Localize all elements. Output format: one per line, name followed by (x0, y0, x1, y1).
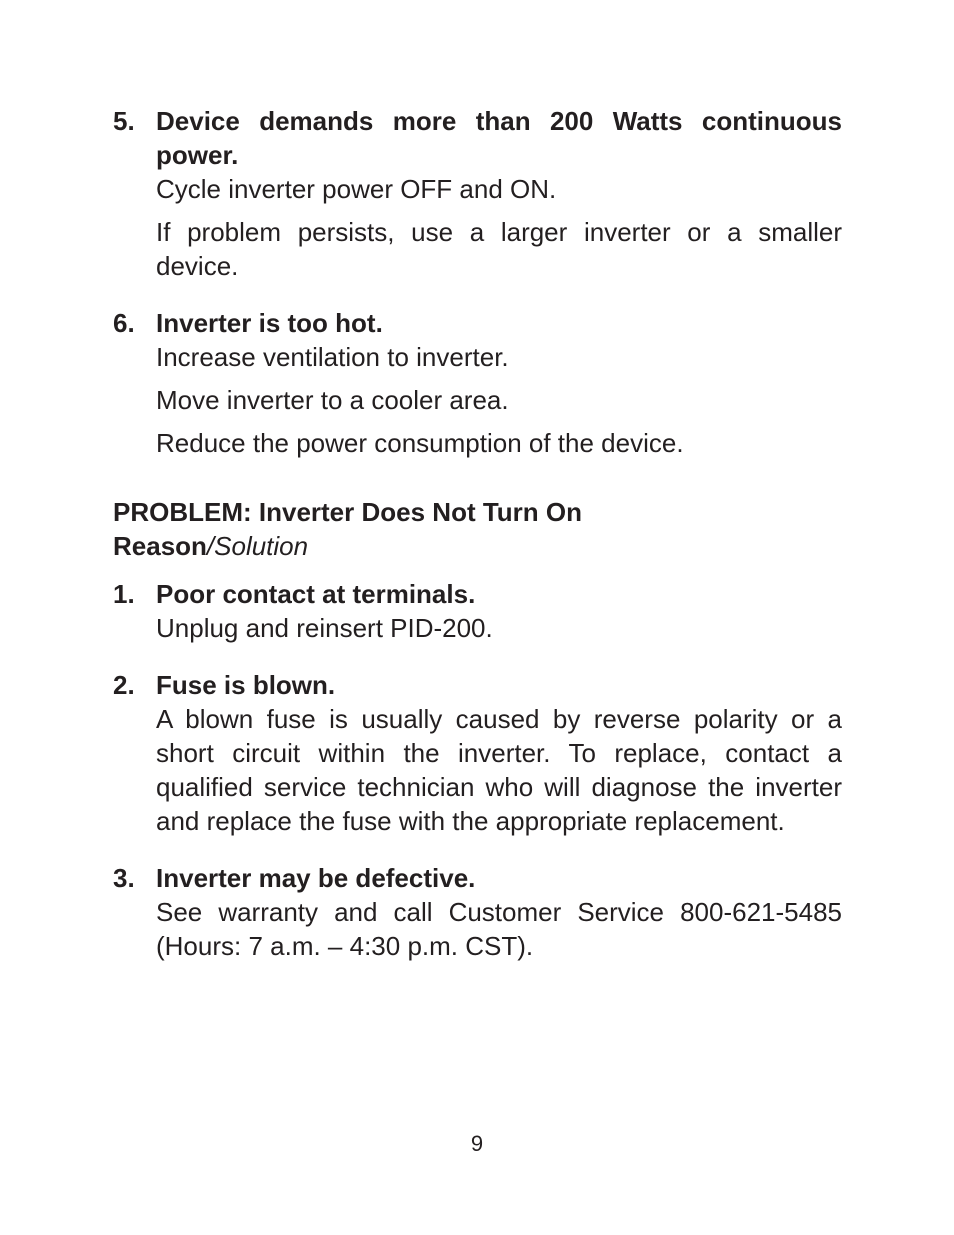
item-number: 6. (113, 308, 135, 338)
reason-solution-subheading (113, 529, 842, 563)
item-number: 2. (113, 670, 135, 700)
item-paragraph: Move inverter to a cooler area. (156, 385, 509, 415)
item-text: See warranty and call Customer Service 800-621-5485 (Hours: 7 a.m. – 4:30 p.m. CST). (156, 897, 842, 961)
item-number: 3. (113, 863, 135, 893)
page-number: 9 (470, 1131, 484, 1156)
item-heading: Inverter is too hot. (156, 308, 383, 338)
solution-label: /Solution (206, 531, 309, 561)
item-paragraph: If problem persists, use a larger inverter or a smaller device. (156, 217, 842, 281)
item-heading: Poor contact at terminals. (156, 579, 476, 609)
item-heading: Fuse is blown. (156, 670, 336, 700)
list-item-1 (113, 577, 842, 645)
list-item-3 (113, 861, 842, 963)
list-item-2 (113, 668, 842, 838)
item-paragraph: Reduce the power consumption of the device. (156, 428, 684, 458)
item-paragraph: Cycle inverter power OFF and ON. (156, 174, 557, 204)
item-number: 5. (113, 106, 135, 136)
manual-page (113, 104, 842, 963)
item-text: Unplug and reinsert PID-200. (156, 613, 493, 643)
item-number: 1. (113, 579, 135, 609)
problem-heading: PROBLEM: Inverter Does Not Turn On (113, 497, 582, 527)
reason-label: Reason (113, 531, 207, 561)
item-paragraph: Increase ventilation to inverter. (156, 342, 509, 372)
item-heading: Inverter may be defective. (156, 863, 476, 893)
list-item-6 (113, 306, 842, 460)
list-item-5 (113, 104, 842, 283)
item-heading: Device demands more than 200 Watts continuous power. (156, 106, 842, 170)
item-text: A blown fuse is usually caused by reverse polarity or a short circuit within the inverter. To replace, contact a qualified service technician who will diagnose the inverter and replace the fuse with the appropriate replacement. (156, 704, 842, 836)
